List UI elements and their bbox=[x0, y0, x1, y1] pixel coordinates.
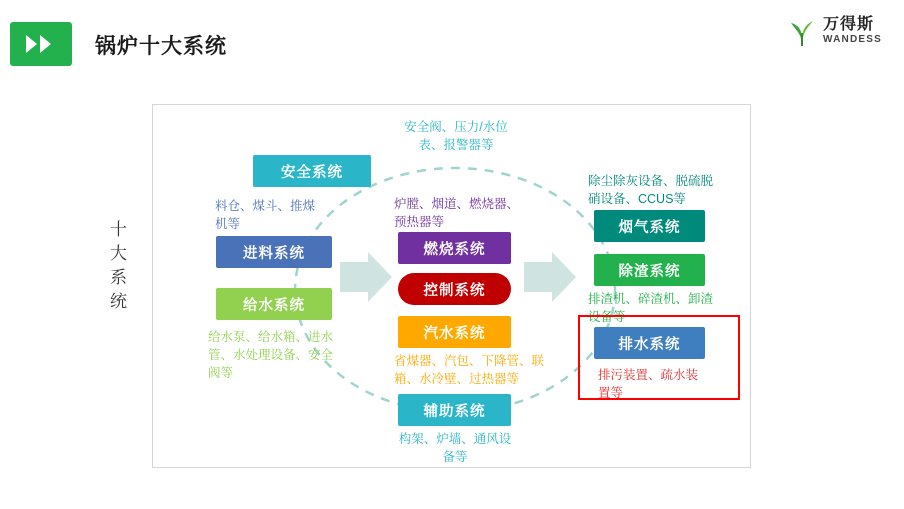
node-slag-removal-system[interactable]: 除渣系统 bbox=[594, 254, 705, 286]
node-steam-water-system[interactable]: 汽水系统 bbox=[398, 316, 511, 348]
note-combustion-system: 炉膛、烟道、燃烧器、预热器等 bbox=[394, 197, 520, 230]
node-safety-system[interactable]: 安全系统 bbox=[253, 155, 371, 187]
note-slag-removal-system: 排渣机、碎渣机、卸渣设备等 bbox=[588, 292, 714, 325]
note-flue-gas-system: 除尘除灰设备、脱硫脱硝设备、CCUS等 bbox=[588, 174, 714, 207]
node-feedwater-system[interactable]: 给水系统 bbox=[216, 288, 332, 320]
note-drainage-system: 排污装置、疏水装置等 bbox=[598, 368, 699, 401]
page-title: 锅炉十大系统 bbox=[95, 35, 227, 58]
brand-name-cn: 万得斯 bbox=[823, 16, 875, 34]
note-feedwater-system: 给水泵、给水箱、进水管、水处理设备、安全阀等 bbox=[208, 330, 334, 381]
slide-logo-badge bbox=[10, 22, 72, 66]
note-feed-system: 料仓、煤斗、推煤机等 bbox=[215, 199, 316, 232]
brand-name-en: WANDESS bbox=[823, 34, 882, 46]
double-chevron-icon bbox=[24, 33, 58, 55]
highlight-rect-drainage bbox=[578, 315, 740, 400]
node-auxiliary-system[interactable]: 辅助系统 bbox=[398, 394, 511, 426]
note-steam-water-system: 省煤器、汽包、下降管、联箱、水冷壁、过热器等 bbox=[394, 354, 545, 387]
leaf-logo-icon bbox=[789, 16, 815, 46]
note-auxiliary-system: 构架、炉墙、通风设备等 bbox=[398, 432, 512, 465]
brand-logo bbox=[789, 16, 882, 46]
diagram-side-label: 十大系统 bbox=[110, 220, 128, 312]
node-drainage-system[interactable]: 排水系统 bbox=[594, 327, 705, 359]
note-safety-system: 安全阀、压力/水位表、报警器等 bbox=[404, 120, 508, 153]
node-control-system[interactable]: 控制系统 bbox=[398, 273, 511, 305]
node-feed-system[interactable]: 进料系统 bbox=[216, 236, 332, 268]
node-flue-gas-system[interactable]: 烟气系统 bbox=[594, 210, 705, 242]
node-combustion-system[interactable]: 燃烧系统 bbox=[398, 232, 511, 264]
